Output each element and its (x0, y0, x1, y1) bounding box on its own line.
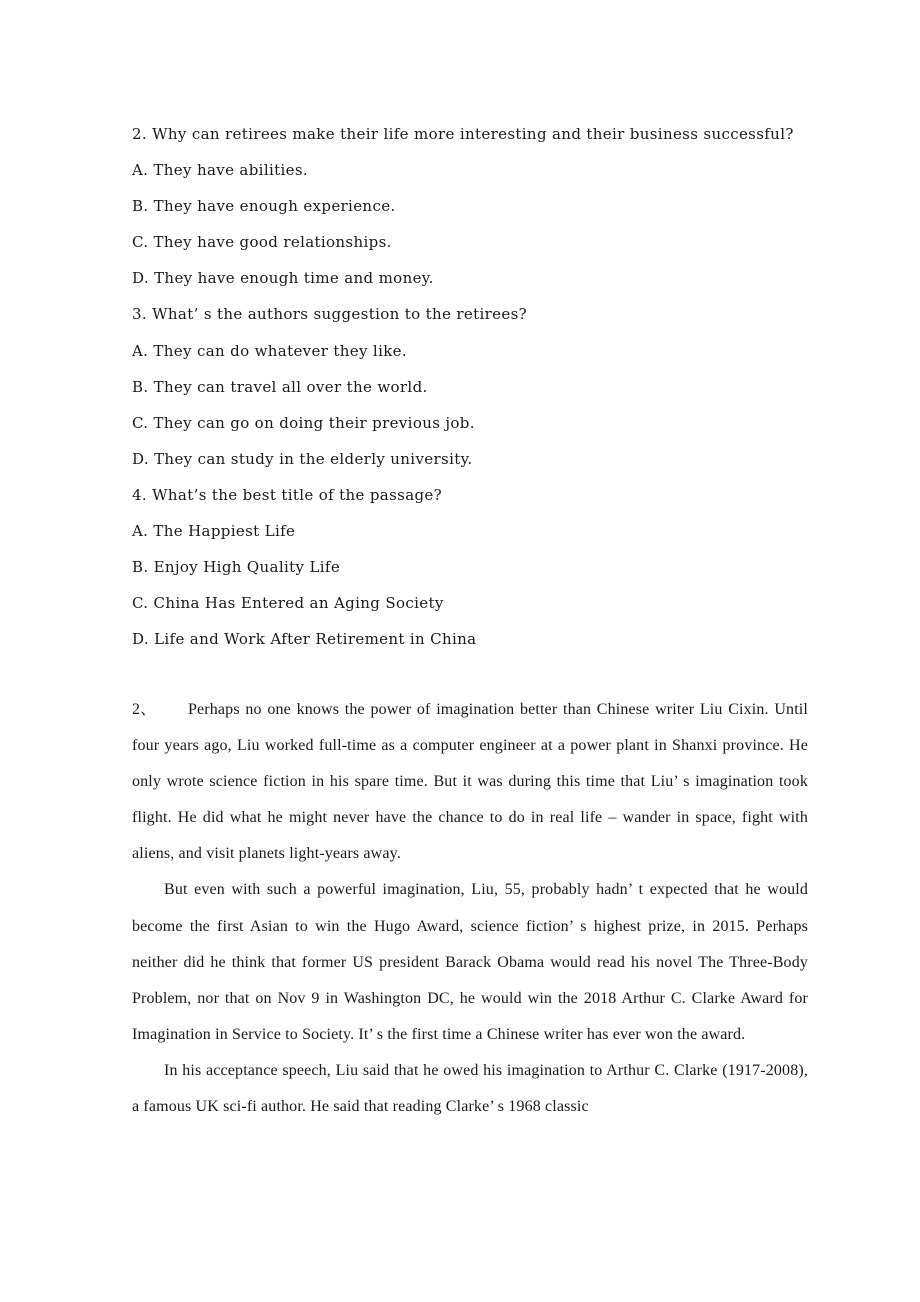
question-4-stem: 4. What’s the best title of the passage? (132, 485, 443, 504)
passage-number: 2、 (132, 701, 157, 718)
question-4-option-b: B. Enjoy High Quality Life (132, 558, 341, 577)
question-2-option-a: A. They have abilities. (132, 161, 309, 180)
passage-paragraph-1 (132, 692, 808, 872)
question-4-option-d: D. Life and Work After Retirement in China (132, 630, 477, 649)
passage-paragraph-1-text: Perhaps no one knows the power of imagination better than Chinese writer Liu Cixin. Until four years ago, Liu worked full-time as a computer engineer at a power plant in Shanxi province. He only wrote science fiction in his spare time. But it was during this time that Liu’ s imagination took flight. He did what he might never have the chance to do in real life – wander in space, fight with aliens, and visit planets light-years away. (132, 701, 808, 863)
question-2-stem: 2. Why can retirees make their life more interesting and their business successful? (132, 125, 794, 143)
passage-paragraph-3: In his acceptance speech, Liu said that he owed his imagination to Arthur C. Clarke (1917-2008), a famous UK sci-fi author. He said that reading Clarke’ s 1968 classic (132, 1061, 808, 1116)
question-2-option-c: C. They have good relationships. (132, 233, 392, 252)
question-3-stem: 3. What’ s the authors suggestion to the retirees? (132, 305, 528, 324)
question-3-option-a: A. They can do whatever they like. (132, 341, 408, 360)
question-2-option-b: B. They have enough experience. (132, 197, 396, 216)
reading-passage (132, 692, 808, 1125)
question-3-option-c: C. They can go on doing their previous job. (132, 413, 475, 432)
question-3-option-b: B. They can travel all over the world. (132, 377, 428, 396)
passage-paragraph-2: But even with such a powerful imagination, Liu, 55, probably hadn’ t expected that he would become the first Asian to win the Hugo Award, science fiction’ s highest prize, in 2015. Perhaps neither did he think that former US president Barack Obama would read his novel The Three-Body Problem, nor that on Nov 9 in Washington DC, he would win the 2018 Arthur C. Clarke Award for Imagination in Service to Society. It’ s the first time a Chinese writer has ever won the award. (132, 881, 808, 1043)
question-list (132, 116, 808, 657)
question-4-option-a: A. The Happiest Life (132, 522, 296, 541)
question-4-option-c: C. China Has Entered an Aging Society (132, 594, 444, 613)
question-3-option-d: D. They can study in the elderly university. (132, 449, 473, 468)
question-2-option-d: D. They have enough time and money. (132, 269, 434, 288)
